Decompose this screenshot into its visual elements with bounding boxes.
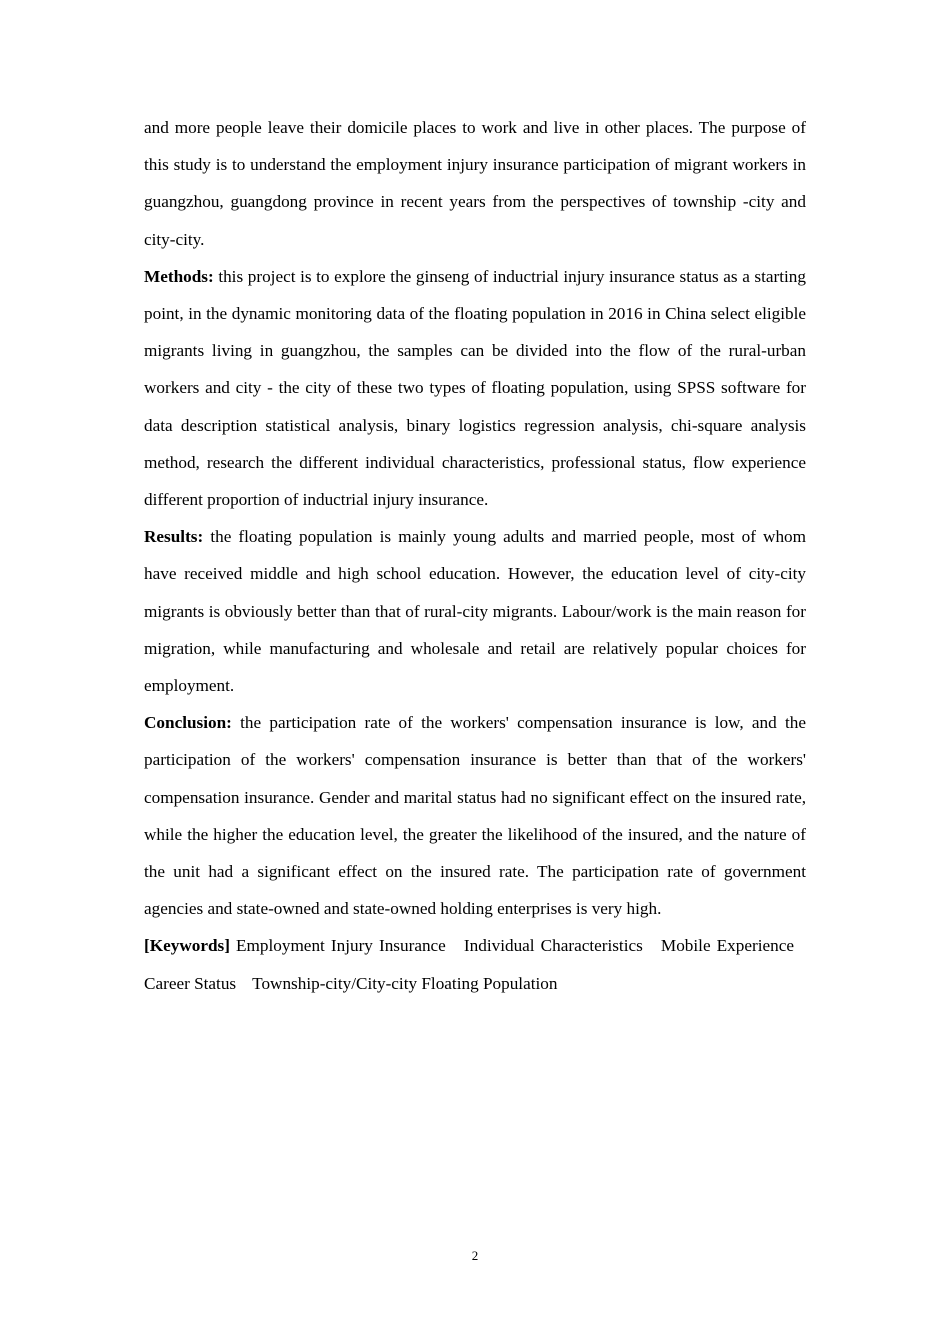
background-paragraph [144,109,806,258]
methods-paragraph [144,258,806,518]
abstract-body [144,109,806,1002]
conclusion-paragraph [144,704,806,927]
keywords-label: [Keywords] [144,936,230,956]
keyword-item: Individual Characteristics [463,936,643,956]
keyword-item: Career Status [144,973,237,993]
methods-label: Methods: [144,266,214,286]
keywords-paragraph [144,927,806,1001]
results-paragraph [144,518,806,704]
conclusion-label: Conclusion: [144,713,232,733]
keyword-item: Township-city/City-city Floating Population [252,973,558,993]
results-label: Results: [144,527,204,547]
keyword-item: Employment Injury Insurance [236,936,446,956]
keyword-item: Mobile Experience [660,936,794,956]
page-number: 2 [471,1248,479,1263]
methods-text: this project is to explore the ginseng of inductrial injury insurance status as a starting point, in the dynamic monitoring data of the floating population in 2016 in China select eligible migrants living in guangzhou, the samples can be divided into the flow of the rural-urban workers and city - the city of these two types of floating population, using SPSS software for data description statistical analysis, binary logistics regression analysis, chi-square analysis method, research the different individual characteristics, professional status, flow experience different proportion of inductrial injury insurance. [144,266,806,510]
results-text: the floating population is mainly young adults and married people, most of whom have received middle and high school education. However, the education level of city-city migrants is obviously better than that of rural-city migrants. Labour/work is the main reason for migration, while manufacturing and wholesale and retail are relatively popular choices for employment. [144,527,806,696]
background-text: and more people leave their domicile places to work and live in other places. The purpose of this study is to understand the employment injury insurance participation of migrant workers in guangzhou, guangdong province in recent years from the perspectives of township -city and city-city. [144,118,806,249]
conclusion-text: the participation rate of the workers' compensation insurance is low, and the participation of the workers' compensation insurance is better than that of the workers' compensation insurance. Gender and marital status had no significant effect on the insured rate, while the higher the education level, the greater the likelihood of the insured, and the nature of the unit had a significant effect on the insured rate. The participation rate of government agencies and state-owned and state-owned holding enterprises is very high. [144,713,806,919]
